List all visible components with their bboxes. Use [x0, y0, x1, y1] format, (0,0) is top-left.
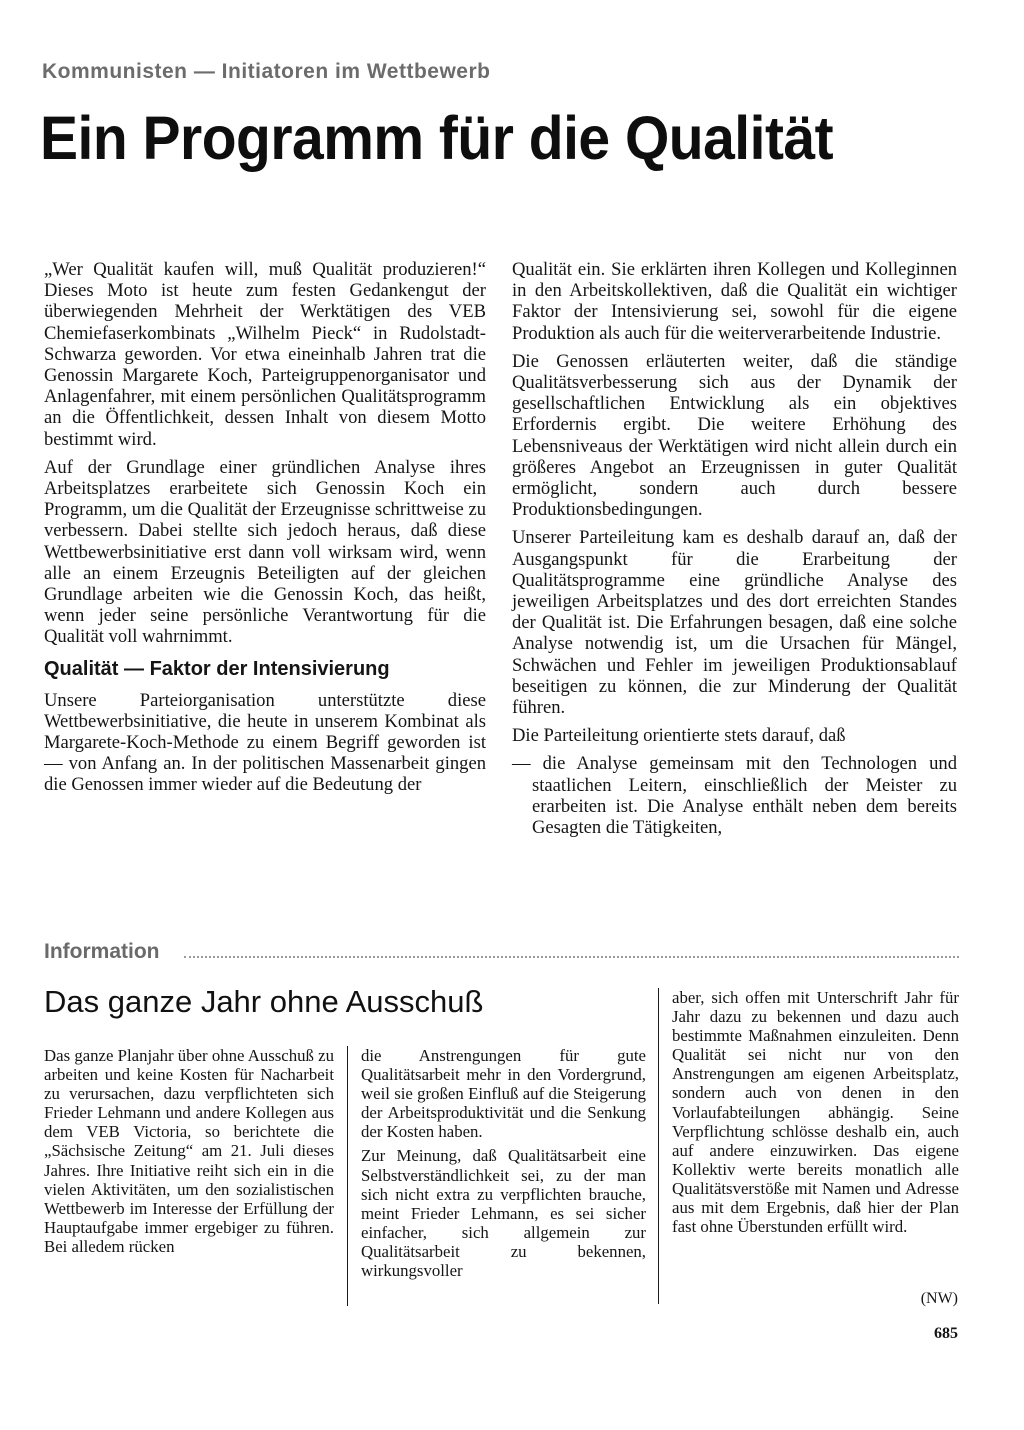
article-list-item: — die Analyse gemeinsam mit den Technologen und staatlichen Leitern, einschließlich der Meister zu erarbeiten ist. Die Analyse enthält neben dem bereits Gesagten die Tätigkeiten, — [512, 753, 957, 839]
information-paragraph: Zur Meinung, daß Qualitätsarbeit eine Selbstverständlichkeit sei, zu der man sich nicht extra zu verpflichten brauche, meint Frieder Lehmann, es sei sicher einfacher, sich allgemein zur Qualitätsarbeit zu bekennen, wirkungsvoller — [361, 1146, 646, 1281]
article-kicker: Kommunisten — Initiatoren im Wettbewerb — [42, 60, 491, 83]
article-paragraph: Die Genossen erläuterten weiter, daß die ständige Qualitätsverbesserung sich aus der Dynamik der gesellschaftlichen Entwicklung als ein objektives Erfordernis ergibt. Die weitere Erhöhung des Lebensniveaus der Werktätigen wird nicht allein durch ein größeres Angebot an Erzeugnissen in guter Qualität ermöglicht, sondern auch durch bessere Produktionsbedingungen. — [512, 350, 957, 521]
page-number: 685 — [934, 1325, 958, 1342]
article-paragraph: Auf der Grundlage einer gründlichen Analyse ihres Arbeitsplatzes erarbeitete sich Genossin Koch ein Programm, um die Qualität der Erzeugnisse schrittweise zu verbessern. Dabei stellte sich jedoch heraus, daß diese Wettbewerbsinitiative erst dann voll wirksam wird, wenn alle an einem Erzeugnis Beteiligten auf der gleichen Grundlage arbeiten wie die Genossin Koch, das heißt, wenn jeder seine persönliche Verantwortung für die Qualität voll wahrnimmt. — [44, 456, 486, 648]
column-rule — [347, 1046, 348, 1306]
article-paragraph: „Wer Qualität kaufen will, muß Qualität produzieren!“ Dieses Moto ist heute zum festen Gedankengut der überwiegenden Mehrheit der Werktätigen des VEB Chemiefaserkombinats „Wilhelm Pieck“ in Rudolstadt-Schwarza geworden. Vor etwa eineinhalb Jahren trat die Genossin Margarete Koch, Parteigruppenorganisator und Anlagenfahrer, mit einem persönlichen Qualitätsprogramm an die Öffentlichkeit, dessen Inhalt von diesem Motto bestimmt wird. — [44, 259, 486, 450]
information-column-1 — [44, 1046, 334, 1261]
information-paragraph: die Anstrengungen für gute Qualitätsarbeit mehr in den Vordergrund, weil sie großen Einfluß auf die Steigerung der Arbeitsproduktivität und die Senkung der Kosten haben. — [361, 1046, 646, 1142]
information-column-2 — [361, 1046, 646, 1285]
column-rule — [658, 988, 659, 1304]
information-title: Das ganze Jahr ohne Ausschuß — [44, 984, 484, 1019]
information-label: Information — [44, 940, 160, 963]
article-paragraph: Unsere Parteiorganisation unterstützte diese Wettbewerbsinitiative, die heute in unserem Kombinat als Margarete-Koch-Methode zu einem Begriff geworden ist — von Anfang an. In der politischen Massenarbeit gingen die Genossen immer wieder auf die Bedeutung der — [44, 689, 486, 796]
article-column-left — [44, 259, 486, 803]
article-paragraph: Die Parteileitung orientierte stets darauf, daß — [512, 725, 846, 747]
author-signature: (NW) — [920, 1290, 958, 1307]
article-subheading: Qualität — Faktor der Intensivierung — [44, 657, 390, 680]
information-paragraph: aber, sich offen mit Unterschrift Jahr für Jahr dazu zu bekennen und dazu auch bestimmte Maßnahmen einzuleiten. Denn Qualität sei nicht nur von den Anstrengungen am eigenen Arbeitsplatz, sondern auch von denen in den Vorlaufabteilungen abhängig. Seine Verpflichtung schlösse deshalb ein, auch auf andere einzuwirken. Das eigene Kollektiv werte bereits monatlich alle Qualitätsverstöße mit Namen und Adresse aus mit dem Ergebnis, daß hier der Plan fast ohne Überstunden erfüllt wird. — [672, 988, 959, 1237]
information-section-header — [44, 940, 959, 966]
article-paragraph: Unserer Parteileitung kam es deshalb darauf an, daß der Ausgangspunkt für die Erarbeitung der Qualitätsprogramme eine gründliche Analyse des jeweiligen Arbeitsplatzes und des dort erreichten Standes der Qualität ist. Die Erfahrungen besagen, daß eine solche Analyse notwendig ist, um die Ursachen für Mängel, Schwächen und Fehler im jeweiligen Produktionsablauf beseitigen zu können, die zur Minderung der Qualität führen. — [512, 527, 957, 719]
information-column-3 — [672, 988, 959, 1241]
article-paragraph: Qualität ein. Sie erklärten ihren Kollegen und Kolleginnen in den Arbeitskollektiven, daß die Qualität ein wichtiger Faktor der Intensivierung sei, sowohl für die eigene Produktion als auch für die weiterverarbeitende Industrie. — [512, 259, 957, 344]
article-column-right — [512, 259, 957, 845]
information-paragraph: Das ganze Planjahr über ohne Ausschuß zu arbeiten und keine Kosten für Nacharbeit zu verursachen, dazu verpflichteten sich Frieder Lehmann und andere Kollegen aus dem VEB Victoria, so berichtete die „Sächsische Zeitung“ am 21. Juli dieses Jahres. Ihre Initiative reiht sich ein in die vielen Aktivitäten, um den sozialistischen Wettbewerb im Interesse der Erfüllung der Hauptaufgabe immer ergebiger zu führen. Bei alledem rücken — [44, 1046, 334, 1256]
article-title: Ein Programm für die Qualität — [40, 103, 834, 173]
dotted-divider — [184, 956, 959, 958]
